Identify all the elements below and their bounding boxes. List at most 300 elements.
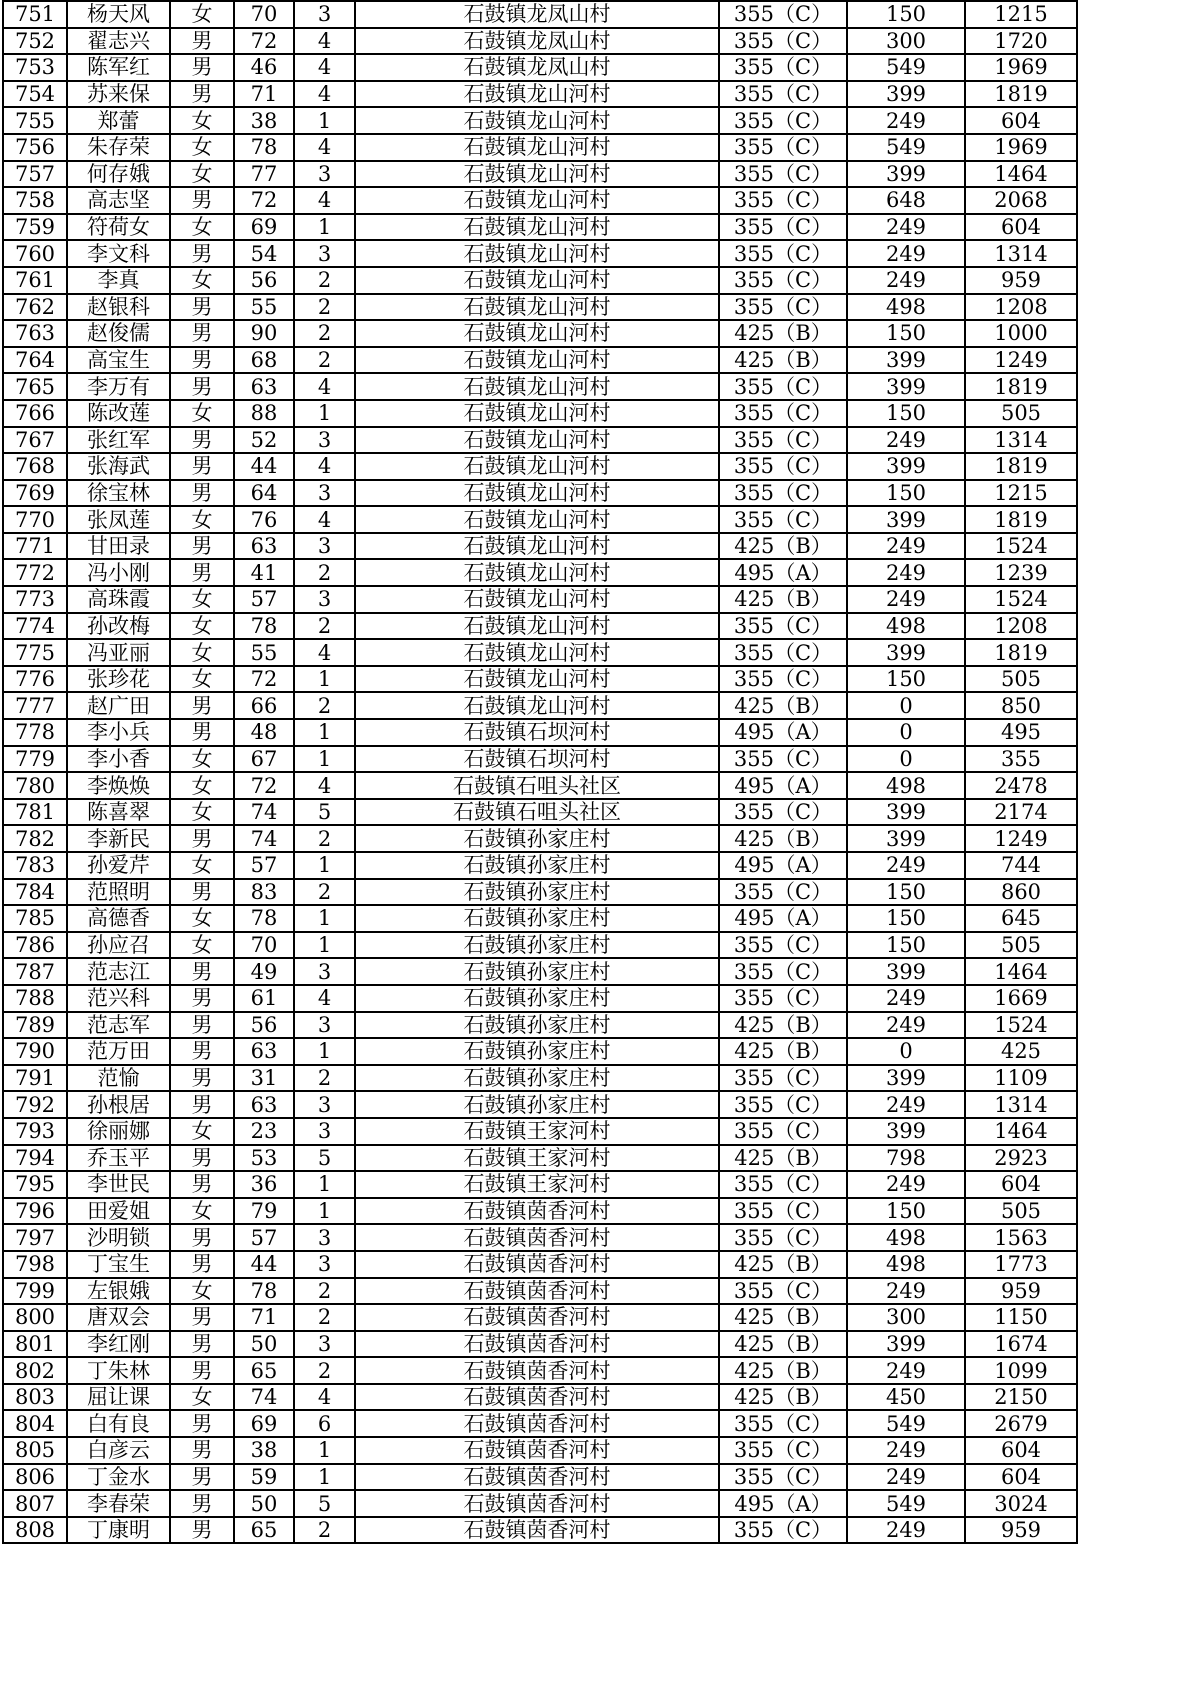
gender-cell: 女	[170, 799, 234, 826]
grade-cell: 355（C）	[719, 81, 847, 108]
gender-cell: 男	[170, 1224, 234, 1251]
table-row	[3, 772, 1077, 799]
age-cell: 38	[234, 107, 294, 134]
name-cell: 张红军	[67, 427, 170, 454]
subsidy-cell: 150	[847, 879, 965, 906]
gender-cell: 男	[170, 1464, 234, 1491]
table-row	[3, 373, 1077, 400]
gender-cell: 男	[170, 480, 234, 507]
row-number-cell: 779	[3, 746, 67, 773]
gender-cell: 男	[170, 1012, 234, 1039]
total-cell: 1464	[965, 1118, 1077, 1145]
household-size-cell: 4	[294, 81, 355, 108]
subsidy-cell: 399	[847, 799, 965, 826]
address-cell: 石鼓镇王家河村	[355, 1171, 719, 1198]
name-cell: 唐双会	[67, 1304, 170, 1331]
grade-cell: 355（C）	[719, 666, 847, 693]
gender-cell: 男	[170, 1331, 234, 1358]
total-cell: 495	[965, 719, 1077, 746]
gender-cell: 男	[170, 719, 234, 746]
grade-cell: 425（B）	[719, 1145, 847, 1172]
household-size-cell: 4	[294, 639, 355, 666]
age-cell: 78	[234, 613, 294, 640]
grade-cell: 355（C）	[719, 1224, 847, 1251]
age-cell: 68	[234, 347, 294, 374]
household-size-cell: 2	[294, 347, 355, 374]
total-cell: 850	[965, 692, 1077, 719]
subsidy-cell: 249	[847, 1091, 965, 1118]
gender-cell: 男	[170, 373, 234, 400]
row-number-cell: 794	[3, 1145, 67, 1172]
grade-cell: 355（C）	[719, 799, 847, 826]
age-cell: 71	[234, 81, 294, 108]
address-cell: 石鼓镇龙山河村	[355, 506, 719, 533]
name-cell: 丁康明	[67, 1517, 170, 1544]
gender-cell: 女	[170, 613, 234, 640]
grade-cell: 355（C）	[719, 985, 847, 1012]
address-cell: 石鼓镇龙山河村	[355, 666, 719, 693]
table-row	[3, 1331, 1077, 1358]
grade-cell: 355（C）	[719, 187, 847, 214]
table-row	[3, 533, 1077, 560]
gender-cell: 男	[170, 879, 234, 906]
age-cell: 48	[234, 719, 294, 746]
gender-cell: 男	[170, 1517, 234, 1544]
table-row	[3, 1304, 1077, 1331]
subsidy-cell: 249	[847, 1012, 965, 1039]
gender-cell: 男	[170, 1091, 234, 1118]
grade-cell: 425（B）	[719, 692, 847, 719]
gender-cell: 女	[170, 1118, 234, 1145]
address-cell: 石鼓镇龙山河村	[355, 161, 719, 188]
age-cell: 65	[234, 1357, 294, 1384]
table-row	[3, 958, 1077, 985]
age-cell: 72	[234, 28, 294, 55]
age-cell: 64	[234, 480, 294, 507]
subsidy-cell: 450	[847, 1384, 965, 1411]
household-size-cell: 3	[294, 958, 355, 985]
household-size-cell: 5	[294, 799, 355, 826]
grade-cell: 425（B）	[719, 533, 847, 560]
subsidy-cell: 399	[847, 639, 965, 666]
name-cell: 高宝生	[67, 347, 170, 374]
total-cell: 1314	[965, 240, 1077, 267]
row-number-cell: 754	[3, 81, 67, 108]
total-cell: 425	[965, 1038, 1077, 1065]
row-number-cell: 771	[3, 533, 67, 560]
address-cell: 石鼓镇龙山河村	[355, 639, 719, 666]
table-row	[3, 1464, 1077, 1491]
total-cell: 1208	[965, 613, 1077, 640]
age-cell: 53	[234, 1145, 294, 1172]
household-size-cell: 3	[294, 586, 355, 613]
name-cell: 杨天风	[67, 1, 170, 28]
table-row	[3, 400, 1077, 427]
age-cell: 31	[234, 1065, 294, 1092]
gender-cell: 女	[170, 214, 234, 241]
name-cell: 赵银科	[67, 294, 170, 321]
gender-cell: 男	[170, 1490, 234, 1517]
age-cell: 38	[234, 1437, 294, 1464]
subsidy-cell: 648	[847, 187, 965, 214]
subsidy-cell: 399	[847, 161, 965, 188]
grade-cell: 355（C）	[719, 879, 847, 906]
gender-cell: 男	[170, 453, 234, 480]
household-size-cell: 4	[294, 28, 355, 55]
age-cell: 70	[234, 1, 294, 28]
grade-cell: 355（C）	[719, 214, 847, 241]
total-cell: 1674	[965, 1331, 1077, 1358]
age-cell: 67	[234, 746, 294, 773]
total-cell: 645	[965, 905, 1077, 932]
address-cell: 石鼓镇龙山河村	[355, 294, 719, 321]
household-size-cell: 2	[294, 267, 355, 294]
address-cell: 石鼓镇茵香河村	[355, 1251, 719, 1278]
address-cell: 石鼓镇茵香河村	[355, 1198, 719, 1225]
age-cell: 72	[234, 187, 294, 214]
subsidy-cell: 498	[847, 1224, 965, 1251]
household-size-cell: 4	[294, 373, 355, 400]
total-cell: 604	[965, 107, 1077, 134]
grade-cell: 425（B）	[719, 1331, 847, 1358]
table-row	[3, 107, 1077, 134]
household-size-cell: 4	[294, 187, 355, 214]
gender-cell: 男	[170, 1304, 234, 1331]
row-number-cell: 797	[3, 1224, 67, 1251]
row-number-cell: 788	[3, 985, 67, 1012]
gender-cell: 男	[170, 1065, 234, 1092]
subsidy-cell: 150	[847, 905, 965, 932]
age-cell: 74	[234, 799, 294, 826]
household-size-cell: 6	[294, 1410, 355, 1437]
name-cell: 张海武	[67, 453, 170, 480]
household-size-cell: 1	[294, 666, 355, 693]
grade-cell: 355（C）	[719, 480, 847, 507]
household-size-cell: 3	[294, 1331, 355, 1358]
gender-cell: 男	[170, 54, 234, 81]
grade-cell: 355（C）	[719, 506, 847, 533]
name-cell: 丁宝生	[67, 1251, 170, 1278]
household-size-cell: 1	[294, 1198, 355, 1225]
address-cell: 石鼓镇茵香河村	[355, 1490, 719, 1517]
name-cell: 张凤莲	[67, 506, 170, 533]
table-row	[3, 1517, 1077, 1544]
household-size-cell: 3	[294, 480, 355, 507]
subsidy-cell: 798	[847, 1145, 965, 1172]
row-number-cell: 795	[3, 1171, 67, 1198]
subsidy-cell: 498	[847, 772, 965, 799]
address-cell: 石鼓镇孙家庄村	[355, 985, 719, 1012]
row-number-cell: 781	[3, 799, 67, 826]
household-size-cell: 3	[294, 161, 355, 188]
address-cell: 石鼓镇龙山河村	[355, 134, 719, 161]
table-row	[3, 1118, 1077, 1145]
age-cell: 57	[234, 586, 294, 613]
gender-cell: 男	[170, 1410, 234, 1437]
age-cell: 50	[234, 1331, 294, 1358]
household-size-cell: 2	[294, 1304, 355, 1331]
subsidy-cell: 150	[847, 932, 965, 959]
table-row	[3, 1437, 1077, 1464]
address-cell: 石鼓镇石坝河村	[355, 719, 719, 746]
household-size-cell: 3	[294, 1251, 355, 1278]
row-number-cell: 768	[3, 453, 67, 480]
table-body	[3, 1, 1077, 1543]
name-cell: 冯小刚	[67, 559, 170, 586]
row-number-cell: 762	[3, 294, 67, 321]
gender-cell: 女	[170, 772, 234, 799]
gender-cell: 女	[170, 267, 234, 294]
row-number-cell: 776	[3, 666, 67, 693]
subsidy-cell: 300	[847, 1304, 965, 1331]
table-row	[3, 852, 1077, 879]
total-cell: 1524	[965, 533, 1077, 560]
name-cell: 孙改梅	[67, 613, 170, 640]
subsidy-cell: 300	[847, 28, 965, 55]
gender-cell: 男	[170, 81, 234, 108]
table-row	[3, 1410, 1077, 1437]
name-cell: 赵俊儒	[67, 320, 170, 347]
table-row	[3, 985, 1077, 1012]
address-cell: 石鼓镇孙家庄村	[355, 852, 719, 879]
row-number-cell: 773	[3, 586, 67, 613]
gender-cell: 女	[170, 905, 234, 932]
subsidy-cell: 498	[847, 613, 965, 640]
address-cell: 石鼓镇茵香河村	[355, 1437, 719, 1464]
table-row	[3, 1384, 1077, 1411]
gender-cell: 女	[170, 932, 234, 959]
age-cell: 56	[234, 267, 294, 294]
name-cell: 左银娥	[67, 1278, 170, 1305]
table-row	[3, 506, 1077, 533]
grade-cell: 355（C）	[719, 28, 847, 55]
grade-cell: 355（C）	[719, 1464, 847, 1491]
subsidy-cell: 150	[847, 480, 965, 507]
household-size-cell: 3	[294, 1012, 355, 1039]
grade-cell: 355（C）	[719, 240, 847, 267]
name-cell: 赵广田	[67, 692, 170, 719]
address-cell: 石鼓镇龙山河村	[355, 107, 719, 134]
grade-cell: 355（C）	[719, 613, 847, 640]
name-cell: 范志军	[67, 1012, 170, 1039]
age-cell: 36	[234, 1171, 294, 1198]
gender-cell: 男	[170, 28, 234, 55]
row-number-cell: 784	[3, 879, 67, 906]
name-cell: 张珍花	[67, 666, 170, 693]
address-cell: 石鼓镇龙凤山村	[355, 28, 719, 55]
table-row	[3, 187, 1077, 214]
address-cell: 石鼓镇石咀头社区	[355, 772, 719, 799]
grade-cell: 355（C）	[719, 958, 847, 985]
grade-cell: 355（C）	[719, 1171, 847, 1198]
age-cell: 79	[234, 1198, 294, 1225]
subsidy-cell: 399	[847, 373, 965, 400]
total-cell: 1773	[965, 1251, 1077, 1278]
name-cell: 丁金水	[67, 1464, 170, 1491]
household-size-cell: 1	[294, 107, 355, 134]
gender-cell: 男	[170, 427, 234, 454]
row-number-cell: 759	[3, 214, 67, 241]
address-cell: 石鼓镇孙家庄村	[355, 932, 719, 959]
subsidy-cell: 0	[847, 1038, 965, 1065]
address-cell: 石鼓镇孙家庄村	[355, 1038, 719, 1065]
subsidy-cell: 249	[847, 1464, 965, 1491]
name-cell: 范志江	[67, 958, 170, 985]
table-row	[3, 719, 1077, 746]
row-number-cell: 763	[3, 320, 67, 347]
age-cell: 90	[234, 320, 294, 347]
grade-cell: 425（B）	[719, 1038, 847, 1065]
gender-cell: 男	[170, 320, 234, 347]
total-cell: 1563	[965, 1224, 1077, 1251]
grade-cell: 495（A）	[719, 852, 847, 879]
total-cell: 1000	[965, 320, 1077, 347]
total-cell: 1150	[965, 1304, 1077, 1331]
household-size-cell: 2	[294, 1065, 355, 1092]
age-cell: 59	[234, 1464, 294, 1491]
age-cell: 76	[234, 506, 294, 533]
household-size-cell: 1	[294, 214, 355, 241]
gender-cell: 男	[170, 1145, 234, 1172]
records-table	[2, 0, 1078, 1544]
name-cell: 孙根居	[67, 1091, 170, 1118]
age-cell: 63	[234, 373, 294, 400]
age-cell: 54	[234, 240, 294, 267]
total-cell: 3024	[965, 1490, 1077, 1517]
name-cell: 郑蕾	[67, 107, 170, 134]
table-row	[3, 799, 1077, 826]
subsidy-cell: 150	[847, 1198, 965, 1225]
gender-cell: 女	[170, 1198, 234, 1225]
name-cell: 白有良	[67, 1410, 170, 1437]
grade-cell: 355（C）	[719, 746, 847, 773]
address-cell: 石鼓镇龙山河村	[355, 347, 719, 374]
row-number-cell: 786	[3, 932, 67, 959]
household-size-cell: 4	[294, 54, 355, 81]
grade-cell: 355（C）	[719, 427, 847, 454]
age-cell: 61	[234, 985, 294, 1012]
table-row	[3, 1012, 1077, 1039]
household-size-cell: 1	[294, 852, 355, 879]
row-number-cell: 753	[3, 54, 67, 81]
subsidy-cell: 399	[847, 506, 965, 533]
total-cell: 1669	[965, 985, 1077, 1012]
grade-cell: 355（C）	[719, 294, 847, 321]
age-cell: 74	[234, 1384, 294, 1411]
household-size-cell: 4	[294, 985, 355, 1012]
table-row	[3, 613, 1077, 640]
row-number-cell: 766	[3, 400, 67, 427]
subsidy-cell: 249	[847, 1171, 965, 1198]
household-size-cell: 2	[294, 1357, 355, 1384]
subsidy-cell: 549	[847, 1410, 965, 1437]
household-size-cell: 4	[294, 506, 355, 533]
total-cell: 959	[965, 1278, 1077, 1305]
row-number-cell: 778	[3, 719, 67, 746]
age-cell: 41	[234, 559, 294, 586]
table-row	[3, 746, 1077, 773]
household-size-cell: 2	[294, 613, 355, 640]
name-cell: 李万有	[67, 373, 170, 400]
subsidy-cell: 249	[847, 214, 965, 241]
address-cell: 石鼓镇龙山河村	[355, 692, 719, 719]
gender-cell: 女	[170, 586, 234, 613]
subsidy-cell: 498	[847, 294, 965, 321]
gender-cell: 女	[170, 400, 234, 427]
age-cell: 49	[234, 958, 294, 985]
subsidy-cell: 399	[847, 958, 965, 985]
address-cell: 石鼓镇龙山河村	[355, 187, 719, 214]
total-cell: 505	[965, 1198, 1077, 1225]
age-cell: 66	[234, 692, 294, 719]
address-cell: 石鼓镇龙山河村	[355, 427, 719, 454]
row-number-cell: 761	[3, 267, 67, 294]
table-row	[3, 1278, 1077, 1305]
household-size-cell: 2	[294, 320, 355, 347]
age-cell: 70	[234, 932, 294, 959]
subsidy-cell: 249	[847, 107, 965, 134]
name-cell: 陈军红	[67, 54, 170, 81]
subsidy-cell: 399	[847, 1118, 965, 1145]
grade-cell: 355（C）	[719, 1198, 847, 1225]
subsidy-cell: 150	[847, 400, 965, 427]
gender-cell: 男	[170, 559, 234, 586]
household-size-cell: 3	[294, 427, 355, 454]
name-cell: 陈改莲	[67, 400, 170, 427]
subsidy-cell: 249	[847, 1517, 965, 1544]
table-row	[3, 214, 1077, 241]
table-row	[3, 1251, 1077, 1278]
name-cell: 孙应召	[67, 932, 170, 959]
address-cell: 石鼓镇茵香河村	[355, 1517, 719, 1544]
address-cell: 石鼓镇茵香河村	[355, 1384, 719, 1411]
address-cell: 石鼓镇孙家庄村	[355, 1065, 719, 1092]
age-cell: 23	[234, 1118, 294, 1145]
household-size-cell: 3	[294, 1091, 355, 1118]
subsidy-cell: 0	[847, 719, 965, 746]
table-row	[3, 1224, 1077, 1251]
address-cell: 石鼓镇龙山河村	[355, 586, 719, 613]
row-number-cell: 789	[3, 1012, 67, 1039]
row-number-cell: 770	[3, 506, 67, 533]
age-cell: 72	[234, 666, 294, 693]
grade-cell: 355（C）	[719, 1091, 847, 1118]
gender-cell: 男	[170, 1251, 234, 1278]
row-number-cell: 798	[3, 1251, 67, 1278]
row-number-cell: 783	[3, 852, 67, 879]
total-cell: 1524	[965, 586, 1077, 613]
household-size-cell: 5	[294, 1490, 355, 1517]
total-cell: 1819	[965, 639, 1077, 666]
table-row	[3, 1490, 1077, 1517]
age-cell: 72	[234, 772, 294, 799]
age-cell: 65	[234, 1517, 294, 1544]
age-cell: 44	[234, 453, 294, 480]
address-cell: 石鼓镇龙山河村	[355, 559, 719, 586]
table-row	[3, 320, 1077, 347]
address-cell: 石鼓镇龙山河村	[355, 480, 719, 507]
table-row	[3, 1357, 1077, 1384]
table-row	[3, 267, 1077, 294]
total-cell: 1819	[965, 506, 1077, 533]
total-cell: 959	[965, 1517, 1077, 1544]
subsidy-cell: 399	[847, 825, 965, 852]
age-cell: 50	[234, 1490, 294, 1517]
row-number-cell: 793	[3, 1118, 67, 1145]
total-cell: 355	[965, 746, 1077, 773]
grade-cell: 425（B）	[719, 825, 847, 852]
name-cell: 徐宝林	[67, 480, 170, 507]
